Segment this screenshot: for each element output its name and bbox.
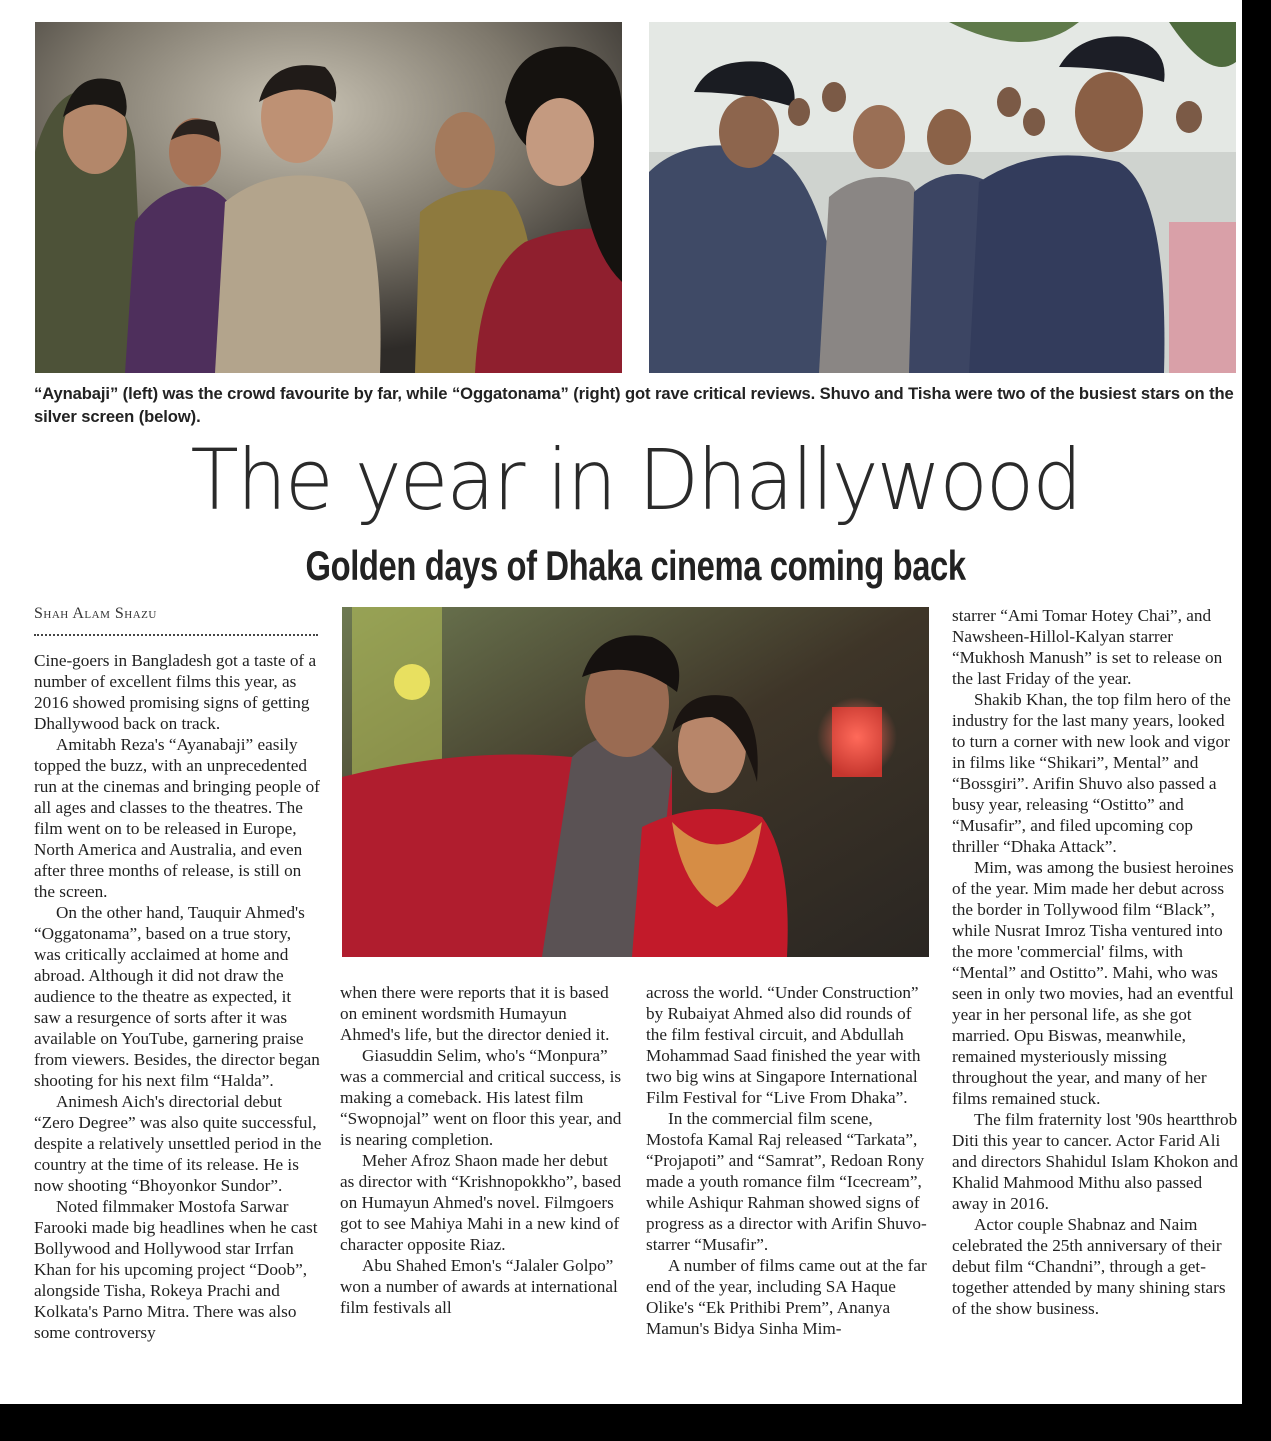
paragraph: Mim, was among the busiest heroines of the year. Mim made her debut across the border in Tollywood film “Black”, while Nusrat Imroz Tisha ventured into the more 'commercial' films, with “Mental” and Ostitto”. Mahi, who was seen in only two movies, had an eventful year in her personal life, as she got married. Opu Biswas, meanwhile, remained mysteriously missing throughout the year, and many of her films remained stuck. bbox=[952, 858, 1234, 1108]
paragraph: Amitabh Reza's “Ayanabaji” easily topped the buzz, with an unprecedented run at the cinemas and bringing people of all ages and classes to the theatres. The film went on to be released in Europe, North America and Australia, and even after three months of release, is still on the screen. bbox=[34, 735, 320, 901]
subheadline: Golden days of Dhaka cinema coming back bbox=[305, 542, 966, 589]
paragraph: On the other hand, Tauquir Ahmed's “Oggatonama”, based on a true story, was critically acclaimed at home and abroad. Although it did not draw the audience to the theatre as expected, it saw a resurgence of sorts after it was available on YouTube, garnering praise from viewers. Besides, the director began shooting for his next film “Halda”. bbox=[34, 903, 320, 1090]
paragraph: Meher Afroz Shaon made her debut as director with “Krishnopokkho”, based on Humayun Ahmed's novel. Filmgoers got to see Mahiya Mahi in a new kind of character opposite Riaz. bbox=[340, 1151, 622, 1254]
article-column-3 bbox=[646, 982, 932, 1339]
paragraph: Abu Shahed Emon's “Jalaler Golpo” won a number of awards at international film festivals all bbox=[340, 1256, 618, 1317]
article-column-1 bbox=[34, 650, 322, 1343]
byline: Shah Alam Shazu bbox=[34, 605, 157, 622]
couple-still-image bbox=[342, 607, 929, 957]
paragraph: Cine-goers in Bangladesh got a taste of a number of excellent films this year, as 2016 showed promising signs of getting Dhallywood back on track. bbox=[34, 651, 317, 733]
paragraph: Actor couple Shabnaz and Naim celebrated the 25th anniversary of their debut film “Chandni”, through a get-together attended by many shining stars of the show business. bbox=[952, 1215, 1226, 1318]
paragraph: A number of films came out at the far end of the year, including SA Haque Olike's “Ek Prithibi Prem”, Ananya Mamun's Bidya Sinha Mim- bbox=[646, 1256, 927, 1338]
paragraph: when there were reports that it is based on eminent wordsmith Humayun Ahmed's life, but the director denied it. bbox=[340, 983, 610, 1044]
photo-caption: “Aynabaji” (left) was the crowd favourite by far, while “Oggatonama” (right) got rave critical reviews. Shuvo and Tisha were two of the busiest stars on the silver screen (below). bbox=[34, 384, 1234, 426]
byline-divider bbox=[34, 634, 318, 636]
oggatonama-still-image bbox=[649, 22, 1236, 373]
paragraph: Animesh Aich's directorial debut “Zero Degree” was also quite successful, despite a relatively unsettled period in the country at the time of its release. He is now shooting “Bhoyonkor Sundor”. bbox=[34, 1092, 322, 1195]
article-column-2 bbox=[340, 982, 624, 1318]
paragraph: Noted filmmaker Mostofa Sarwar Farooki made big headlines when he cast Bollywood and Hollywood star Irrfan Khan for his upcoming project “Doob”, alongside Tisha, Rokeya Prachi and Kolkata's Parno Mitra. There was also some controversy bbox=[34, 1197, 318, 1342]
paragraph: Giasuddin Selim, who's “Monpura” was a commercial and critical success, is making a comeback. His latest film “Swopnojal” went on floor this year, and is nearing completion. bbox=[340, 1046, 622, 1149]
paragraph: starrer “Ami Tomar Hotey Chai”, and Nawsheen-Hillol-Kalyan starrer “Mukhosh Manush” is set to release on the last Friday of the year. bbox=[952, 606, 1223, 688]
headline: The year in Dhallywood bbox=[190, 431, 1081, 529]
paragraph: The film fraternity lost '90s heartthrob Diti this year to cancer. Actor Farid Ali and directors Shahidul Islam Khokon and Khalid Mahmood Mithu also passed away in 2016. bbox=[952, 1110, 1238, 1213]
paragraph: In the commercial film scene, Mostofa Kamal Raj released “Tarkata”, “Projapoti” and “Samrat”, Redoan Rony made a youth romance film “Icecream”, while Ashiqur Rahman showed signs of progress as a director with Arifin Shuvo-starrer “Musafir”. bbox=[646, 1109, 927, 1254]
article-column-4 bbox=[952, 605, 1240, 1319]
paragraph: Shakib Khan, the top film hero of the industry for the last many years, looked to turn a corner with new look and vigor in films like “Shikari”, Mental” and “Bossgiri”. Arifin Shuvo also passed a busy year, releasing “Ostitto” and “Musafir”, and filed upcoming cop thriller “Dhaka Attack”. bbox=[952, 690, 1231, 856]
paragraph: across the world. “Under Construction” by Rubaiyat Ahmed also did rounds of the film festival circuit, and Abdullah Mohammad Saad finished the year with two big wins at Singapore International Film Festival for “Live From Dhaka”. bbox=[646, 983, 921, 1107]
aynabaji-poster-image bbox=[35, 22, 622, 373]
